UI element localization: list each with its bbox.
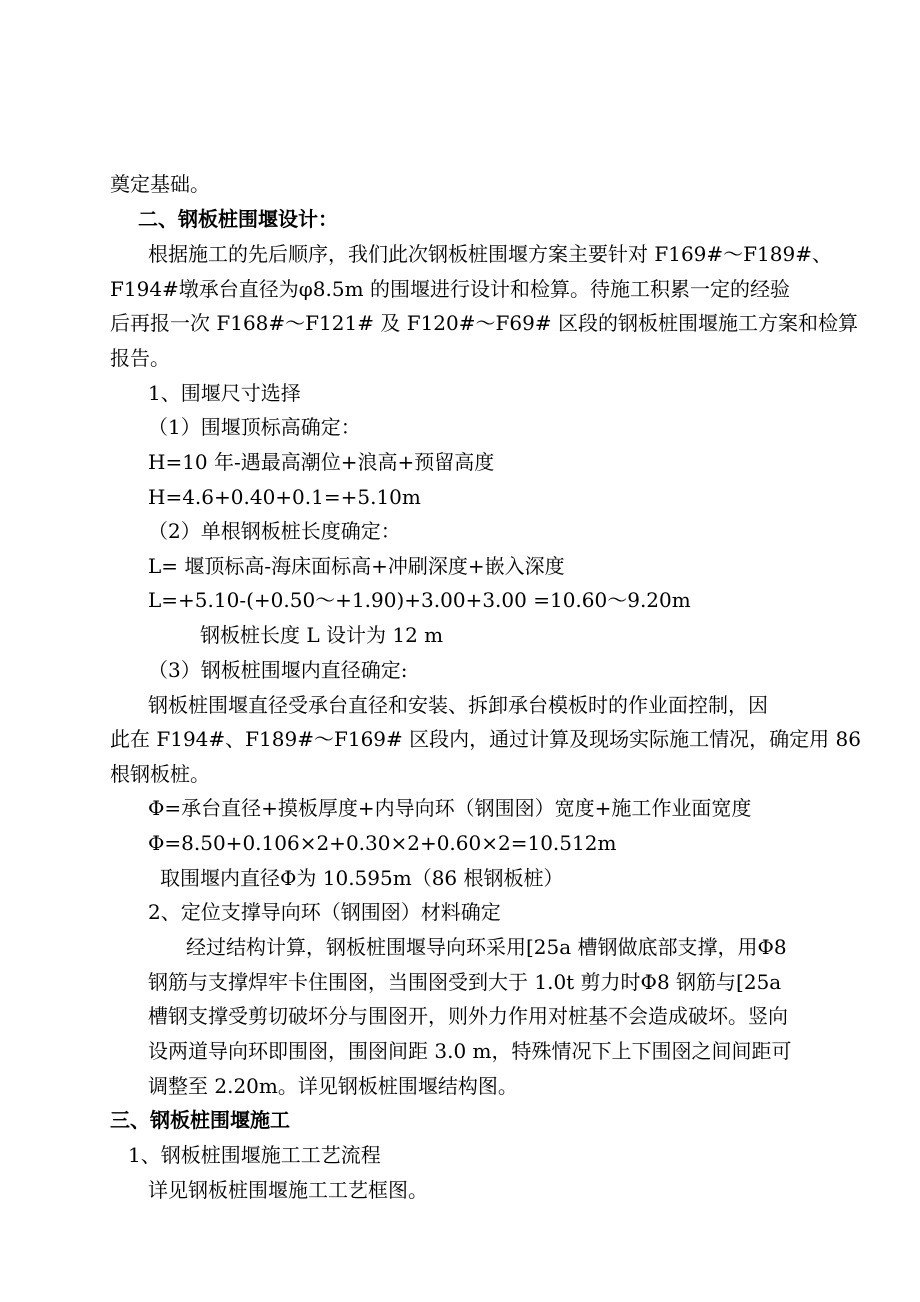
paragraph-line: 钢板桩围堰直径受承台直径和安装、拆卸承台模板时的作业面控制，因 xyxy=(148,693,768,717)
subsection-heading: 1、钢板桩围堰施工工艺流程 xyxy=(128,1143,381,1167)
paragraph-line: 设两道导向环即围囹，围囹间距 3.0 m，特殊情况下上下围囹之间间距可 xyxy=(148,1039,792,1063)
formula-line: Φ=承台直径+摸板厚度+内导向环（钢围囹）宽度+施工作业面宽度 xyxy=(148,796,752,820)
section-heading: 三、钢板桩围堰施工 xyxy=(110,1108,290,1132)
paragraph-line: 报告。 xyxy=(110,346,170,370)
paragraph-line: 经过结构计算，钢板桩围堰导向环采用[25a 槽钢做底部支撑，用Φ8 xyxy=(186,935,787,959)
paragraph-line: 调整至 2.20m。详见钢板桩围堰结构图。 xyxy=(148,1074,518,1098)
item-heading: （1）围堰顶标高确定： xyxy=(148,415,361,439)
paragraph-line: F194#墩承台直径为φ8.5m 的围堰进行设计和检算。待施工积累一定的经验 xyxy=(110,277,790,301)
paragraph-line: 钢筋与支撑焊牢卡住围囹，当围囹受到大于 1.0t 剪力时Φ8 钢筋与[25a xyxy=(148,970,782,994)
item-heading: （3）钢板桩围堰内直径确定: xyxy=(148,658,408,682)
section-heading: 二、钢板桩围堰设计： xyxy=(138,207,338,231)
formula-line: H=10 年-遇最高潮位+浪高+预留高度 xyxy=(148,450,495,474)
formula-line: L=+5.10-(+0.50～+1.90)+3.00+3.00 =10.60～9.20m xyxy=(148,588,691,612)
formula-line: L= 堰顶标高-海床面标高+冲刷深度+嵌入深度 xyxy=(148,554,565,578)
subsection-heading: 1、围堰尺寸选择 xyxy=(148,381,301,405)
paragraph-line: 槽钢支撑受剪切破坏分与围囹开，则外力作用对桩基不会造成破坏。竖向 xyxy=(148,1004,788,1028)
formula-line: Φ=8.50+0.106×2+0.30×2+0.60×2=10.512m xyxy=(148,831,617,855)
paragraph-line: 后再报一次 F168#～F121# 及 F120#～F69# 区段的钢板桩围堰施工方案和检算 xyxy=(110,311,858,335)
formula-line: H=4.6+0.40+0.1=+5.10m xyxy=(148,485,421,509)
item-heading: （2）单根钢板桩长度确定： xyxy=(148,519,401,543)
result-line: 钢板桩长度 L 设计为 12 m xyxy=(200,623,444,647)
paragraph-line: 根钢板桩。 xyxy=(110,762,210,786)
result-line: 取围堰内直径Φ为 10.595m（86 根钢板桩） xyxy=(160,866,564,890)
subsection-heading: 2、定位支撑导向环（钢围囹）材料确定 xyxy=(148,900,501,924)
paragraph-line: 此在 F194#、F189#～F169# 区段内，通过计算及现场实际施工情况，确定用 86 xyxy=(110,727,861,751)
text-line: 奠定基础。 xyxy=(110,172,210,196)
paragraph-line: 根据施工的先后顺序，我们此次钢板桩围堰方案主要针对 F169#～F189#、 xyxy=(148,242,832,266)
paragraph-line: 详见钢板桩围堰施工工艺框图。 xyxy=(148,1178,428,1202)
